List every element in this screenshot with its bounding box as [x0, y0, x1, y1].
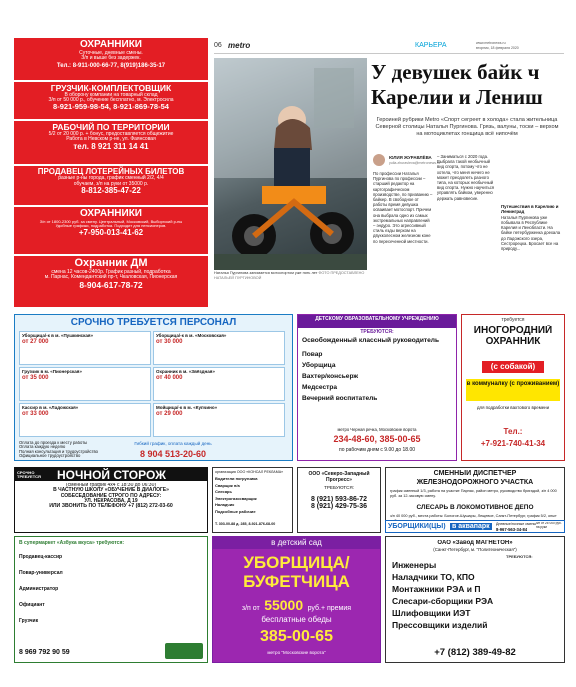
ad-aquapark — [385, 520, 565, 533]
ooo-phone: 8 (921) 593-86-72 — [310, 496, 368, 503]
guard-top: требуется — [501, 317, 525, 323]
dispatcher-body2: з/п 40 000 руб., места работы: Бологое-Шушары, Лещевое, Санкт-Петербург, график 5/2, опыт — [390, 514, 557, 518]
salary-value: 55000 — [264, 597, 304, 613]
azbuka-phone: 8 969 792 90 59 — [19, 649, 70, 656]
ad-subtitle: ТРЕБУЮТСЯ: — [360, 329, 394, 335]
ad-title: ООО «Северо-Западный Прогресс» — [308, 471, 370, 483]
list-item: Продавец-кассир — [19, 554, 63, 560]
ad-title: УБОРЩИКИ(ЦЫ) — [388, 523, 446, 530]
personnel-benefits — [19, 441, 119, 459]
guard-sub: (с собакой) — [482, 361, 544, 373]
ad-title: СРОЧНО ТРЕБУЕТСЯ ПЕРСОНАЛ — [70, 317, 237, 328]
list-item: Слесари-сборщики РЭА — [392, 596, 494, 606]
list-item: Уборщица — [302, 362, 336, 369]
salary-pre: з/п от — [241, 605, 260, 612]
ad-nw-progress — [297, 467, 381, 533]
night-guard-line6: ИЛИ ЗВОНИТЬ ПО ТЕЛЕФОНУ +7 (812) 272-03-60 — [49, 503, 173, 509]
list-item: Повар — [302, 351, 323, 358]
article-lead: Героиней рубрики Metro «Спорт сегреет в холода» стала жительница Северной столицы Наталья Пургинова. Грязь, валуны, тоски – верхом на мотоциклетах гонщица всё нипочём — [375, 117, 559, 138]
list-item: Повар-универсал — [19, 570, 63, 576]
uborshitsa-top: в детский сад — [213, 537, 380, 549]
ooo-phones — [298, 496, 380, 511]
ad-title: ДЕТСКОМУ ОБРАЗОВАТЕЛЬНОМУ УЧРЕЖДЕНИЮ — [298, 315, 456, 328]
kindergarten-phones: 234-48-60, 385-00-65 — [333, 434, 421, 444]
ad-line: З/п от 50 000 р., обучение бесплатно, м. Электросила — [48, 97, 174, 104]
list-item: Вахтер/консьерж — [302, 373, 359, 380]
ad-guards-2 — [14, 206, 208, 254]
uborshitsa-metro: метро "Московские ворота" — [267, 650, 326, 655]
ad-phone: 8-812-385-47-22 — [81, 185, 141, 195]
author-name: ЮЛИЯ ЖУРАВЛЁВА — [389, 155, 432, 160]
list-item: Освобожденный классный руководитель — [302, 337, 440, 344]
ad-title-2: БУФЕТЧИЦА — [243, 572, 350, 591]
job-salary: от 33 000 — [22, 410, 49, 417]
list-item: Наладчики ТО, КПО — [392, 572, 475, 582]
ad-lottery-seller — [14, 165, 208, 205]
article-col-1: По профессии Наталья Пургинова по профессии – старший редактор на картографическом производстве, по призванию – байкер. В свободное от работы время девушка осваивает мотоспорт. Причем она выбрала одно из самых экстремальных направлений – эндуро. Это агрессивный стиль езды верхом на двухколесном железном коне по пересеченной местности. — [373, 171, 433, 244]
col3-subheading: Путешествия в Карелию и Ленинград — [501, 204, 559, 215]
ad-konsal — [212, 467, 293, 533]
article-col-3 — [501, 154, 563, 279]
ad-title: ИНОГОРОДНИЙ ОХРАННИК — [473, 325, 553, 347]
list-item: Водители погрузчика — [215, 476, 258, 481]
magneton-list — [392, 559, 562, 631]
issue-date: вторник, 18 февраля 2020 — [476, 46, 519, 50]
guard-note2: для подработки вахтового времени — [476, 405, 550, 410]
ad-line: Работа в Невском р-не, ул. Фаянсовая — [66, 136, 156, 143]
ad-phone: 8-921-959-98-54, 8-921-869-78-54 — [53, 102, 169, 112]
guard-tel-label: Тел.: — [503, 427, 523, 436]
konsal-list — [215, 476, 292, 515]
ad-azbuka — [14, 536, 208, 663]
ad-title: СМЕННЫЙ ДИСПЕТЧЕР — [433, 470, 517, 477]
list-item: Электрогазосварщик — [215, 495, 257, 501]
list-item: Вечерний воспитатель — [302, 395, 378, 402]
caption-text: Наталья Пургинова занимается мотоспортом уже пять лет — [214, 271, 318, 275]
job-salary: от 40 000 — [156, 374, 183, 381]
ad-territory-worker — [14, 120, 208, 164]
ad-line: Суточные, дневные смены. — [79, 49, 143, 56]
personnel-rows — [19, 331, 289, 439]
list-item: Монтажники РЭА и П — [392, 584, 481, 594]
list-item — [19, 403, 151, 437]
benefit-item: Полная консультация и трудоустройство — [19, 448, 98, 454]
ad-title: РАБОЧИЙ ПО ТЕРРИТОРИИ — [52, 122, 170, 132]
kindergarten-address: метро Черная речка, Московские ворота — [337, 427, 417, 432]
guard-note: в коммуналку (с проживанием) — [466, 379, 560, 401]
ad-title: УБОРЩИЦА/ — [243, 553, 350, 572]
list-item: Прессовщики изделий — [392, 620, 488, 630]
ad-title: организация ООО «КОНСАЛ РЕКЛАМА» — [215, 470, 284, 474]
list-item — [153, 403, 285, 437]
personnel-footer: Гибкий график, оплата каждый день — [134, 441, 212, 446]
night-guard-body — [15, 483, 207, 509]
list-item — [19, 331, 151, 365]
ooo-required: ТРЕБУЮТСЯ: — [324, 485, 354, 490]
list-item: Шлифовщики ИЭТ — [392, 608, 471, 618]
page-number: 06 — [214, 42, 222, 49]
ad-kindergarten — [297, 314, 457, 461]
kindergarten-list — [302, 337, 454, 421]
guard-phone: +7-921-740-41-34 — [480, 439, 546, 448]
ad-title: НОЧНОЙ СТОРОЖ — [57, 468, 166, 481]
ad-personnel — [14, 314, 293, 461]
ad-line: разные р-ны города, график сменный 2/2, 4/4 — [58, 175, 164, 182]
uborshitsa-meals: бесплатные обеды — [261, 615, 332, 624]
magneton-sub: (Санкт-Петербург, м. "Политехническая") — [433, 547, 517, 552]
article-headline: У девушек байк ч Карелии и Лениш — [371, 60, 543, 109]
azbuka-logo-icon — [165, 643, 203, 659]
ad-guard-dm — [14, 255, 208, 307]
author-email: yulia.zhuravleva@metronews.ru — [389, 161, 441, 165]
ad-guard-dog — [461, 314, 565, 461]
aquapark-phone: 8-967-563-34-84 — [496, 527, 528, 532]
ooo-phone: 8 (921) 429-75-36 — [310, 503, 368, 511]
ad-line: смена 12 часов-2400р. График разный, подработка — [51, 268, 171, 275]
kindergarten-hours: по рабочим дням с 9.00 до 18.00 — [338, 447, 416, 453]
aquapark-place: в аквапарк — [452, 523, 490, 530]
aquapark-salary: з/п от 25 000 руб. на руки — [536, 522, 562, 529]
page-header — [214, 40, 564, 54]
ad-magneton — [385, 536, 565, 663]
konsal-phone: Т. 303-00-88 д. 285, 8-921-876-68-00 — [215, 522, 276, 526]
section-title: КАРЬЕРА — [415, 42, 447, 49]
metro-logo: metro — [228, 41, 251, 50]
article-col-2: – Заниматься с 2020 года. Выбрала такой необычный вид спорта, потому что не хотела, что меня ничего не может преодолеть разного типа, на которых необычный вид спорта. Нужно научиться управлять байком, уверенно держать равновесие. — [437, 154, 495, 201]
night-guard-line5: УЛ. НЕКРАСОВА, Д 19 — [84, 497, 138, 504]
list-item — [153, 367, 285, 401]
job-title: Уборщица/-к в м. «Московская» — [156, 333, 227, 338]
personnel-phone: 8 904 513-20-60 — [139, 449, 207, 459]
ad-title: ГРУЗЧИК-КОМПЛЕКТОВЩИК — [50, 83, 172, 93]
ad-title: ПРОДАВЕЦ ЛОТЕРЕЙНЫХ БИЛЕТОВ — [37, 167, 185, 176]
ad-phone: тел. 8 921 311 14 41 — [73, 142, 149, 152]
job-salary: от 35 000 — [22, 374, 49, 381]
job-title: Охранник в м. «Звёздная» — [156, 369, 215, 374]
list-item: Администратор — [19, 586, 59, 592]
ad-title: ОХРАННИКИ — [79, 39, 142, 50]
ad-line: В оборону компании на товарный склад — [64, 91, 158, 98]
list-item: Официант — [19, 602, 45, 608]
motorcycle-photo-icon — [214, 58, 367, 270]
list-item: Наладчик — [215, 502, 235, 507]
aquapark-note: Дневные/ночные смены — [496, 522, 537, 526]
list-item: Инженеры — [392, 560, 437, 570]
ad-title: ОАО «Завод МАГНЕТОН» — [437, 540, 513, 546]
magneton-phone: +7 (812) 389-49-82 — [434, 647, 516, 658]
job-salary: от 30 000 — [156, 338, 183, 345]
night-guard-line4: СОБЕСЕДОВАНИЕ СТРОГО ПО АДРЕСУ: — [60, 492, 162, 499]
job-title: Кассир в м. «Ладожская» — [22, 405, 79, 410]
ad-night-guard — [14, 467, 208, 533]
benefit-item: Официальное трудоустройство — [19, 453, 81, 459]
ad-phone: +7-950-013-41-62 — [78, 227, 144, 237]
ad-title: Охранник ДМ — [74, 257, 148, 269]
list-item: Медсестра — [302, 384, 338, 391]
night-guard-line3: В ЧАСТНУЮ ШКОЛУ «ОБУЧЕНИЕ В ДИАЛОГЕ» — [53, 487, 169, 494]
job-title: Мойщица/-к в м. «Купчино» — [156, 405, 218, 410]
night-guard-header — [15, 468, 207, 481]
benefit-item: Оплата до проезда к месту работы — [19, 441, 88, 445]
night-guard-line2: (сменный график 4х4 с 18:30 до 06:30) — [65, 483, 157, 488]
ad-guards-1 — [14, 38, 208, 80]
list-item: Подсобные рабочие — [215, 508, 256, 514]
ad-line: м. Парнас, Комендантский пр-т, Чкаловская, Пионерская — [44, 273, 178, 280]
night-guard-line1: СРОЧНО ТРЕБУЕТСЯ — [17, 471, 41, 479]
list-item: Грузчик — [19, 618, 39, 624]
magneton-required: ТРЕБУЮТСЯ: — [506, 554, 533, 559]
ad-line: З/п и выше без задержек. — [81, 54, 141, 61]
list-item: Слесарь — [215, 489, 232, 494]
job-title: Грузчик в м. «Пионерская» — [22, 369, 82, 374]
ad-loader — [14, 81, 208, 119]
ad-line: обучаем, з/п на руки от 35000 р. — [73, 180, 149, 187]
dispatcher-title3: СЛЕСАРЬ В ЛОКОМОТИВНОЕ ДЕПО — [416, 504, 534, 511]
site-url: www.metronews.ru — [476, 41, 506, 45]
job-salary: от 29 000 — [156, 410, 183, 417]
ad-title: ОХРАННИКИ — [79, 208, 142, 219]
article-photo — [214, 58, 367, 270]
col3-text: Наталья Пургинова уже побывала в Республике Карелия и Ленобласти. На байке петербурженка доехала до Ладожского озера, Сестрорецка. Бросает все на природу... — [501, 214, 561, 252]
ad-title: В супермаркет «Азбука вкуса» требуются: — [19, 540, 125, 546]
ad-phone: Тел.: 8-911-000-66-77, 8(919)186-35-17 — [56, 63, 166, 69]
caption-credit: ФОТО ПРЕДОСТАВЛЕНО НАТАЛЬЕЙ ПУРГИНОВОЙ — [214, 271, 365, 280]
ad-title-2: ЖЕЛЕЗНОДОРОЖНОГО УЧАСТКА — [416, 479, 534, 486]
uborshitsa-salary-line — [213, 597, 380, 617]
ad-line: 5/2 от 20 000 р. + бонус, предоставляется общежитие — [48, 130, 174, 137]
list-item: Сварщик п/а — [215, 482, 240, 488]
job-salary: от 27 000 — [22, 338, 49, 345]
uborshitsa-phone: 385-00-65 — [260, 628, 333, 645]
azbuka-roles — [19, 549, 205, 629]
ad-line: Удобные графики, подработка. Подходит для пенсионеров. — [55, 222, 167, 228]
photo-caption — [214, 271, 367, 281]
ad-phone: 8-904-617-78-72 — [79, 280, 143, 291]
benefit-item: Оплата каждую неделю — [19, 444, 66, 450]
ad-line: З/п от 1800-2300 руб. за смену. Центральный, Московский, Выборгский р-ны — [39, 218, 183, 224]
list-item — [19, 367, 151, 401]
job-title: Уборщица/-к в м. «Пушкинская» — [22, 333, 94, 338]
salary-post: руб.+ премия — [307, 605, 352, 612]
dispatcher-body: график сменный 1/3, работа на участке Парнас, район метро, руководство бригадой, з/п 4 000 руб. за 12-часовую смену. — [390, 489, 557, 498]
list-item — [153, 331, 285, 365]
author-avatar — [373, 154, 385, 166]
ad-uborshitsa — [212, 536, 381, 663]
